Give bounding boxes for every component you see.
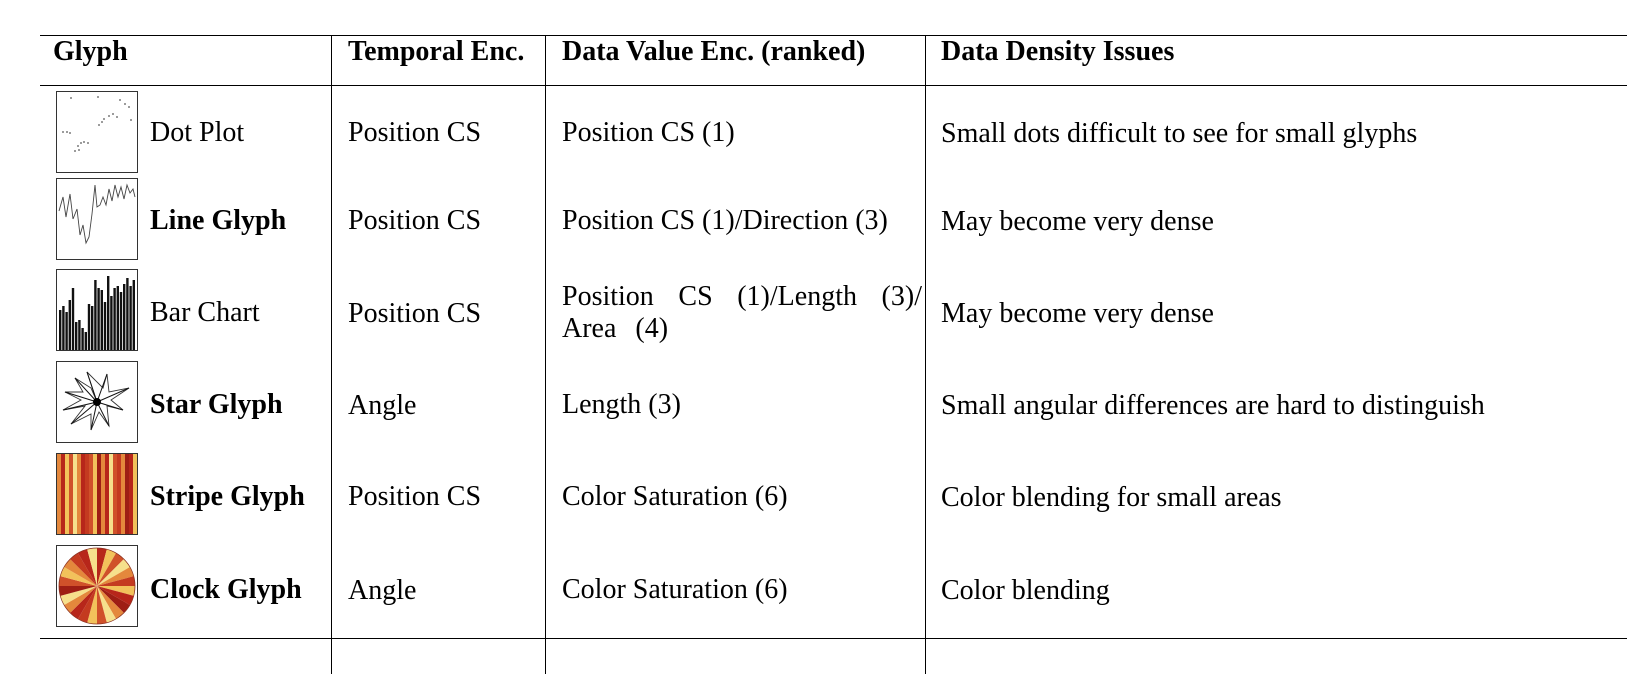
stripe-glyph-icon-stripe — [121, 454, 125, 534]
row-glyph-name: Stripe Glyph — [150, 481, 305, 512]
header-temporal-encoding: Temporal Enc. — [348, 36, 525, 67]
row-glyph-name: Star Glyph — [150, 389, 283, 420]
bar-chart-icon-bar — [129, 286, 131, 350]
stripe-glyph-icon-stripe — [105, 454, 109, 534]
bar-chart-icon-bar — [101, 290, 103, 350]
stripe-glyph-icon-stripe — [65, 454, 69, 534]
row-data-value-encoding: Length (3) — [562, 389, 681, 420]
bar-chart-icon-bar — [81, 328, 83, 350]
bar-chart-icon-bar — [65, 312, 67, 350]
bar-chart-icon-bar — [120, 292, 122, 350]
stripe-glyph-icon-stripe — [113, 454, 117, 534]
stripe-glyph-icon-stripe — [109, 454, 113, 534]
bar-chart-icon-bar — [133, 280, 135, 350]
bar-chart-icon-bar — [107, 276, 109, 350]
stripe-glyph-icon-stripe — [125, 454, 129, 534]
row-data-density-issue: May become very dense — [941, 206, 1214, 237]
stripe-glyph-icon-stripe — [133, 454, 137, 534]
stripe-glyph-icon-stripe — [129, 454, 133, 534]
column-divider — [925, 35, 926, 674]
row-data-value-encoding: Position CS (1)/Length (3)/ Area (4) — [562, 281, 922, 344]
bar-chart-icon-bar — [123, 284, 125, 350]
column-divider — [545, 35, 546, 674]
bar-chart-icon-bar — [97, 288, 99, 350]
bar-chart-icon-bar — [62, 306, 64, 350]
dot-plot-icon — [56, 91, 138, 173]
glyph-comparison-table — [40, 35, 1627, 674]
row-glyph-name: Clock Glyph — [150, 574, 302, 605]
row-data-value-encoding: Position CS (1)/Direction (3) — [562, 205, 888, 236]
row-temporal-encoding: Position CS — [348, 298, 482, 329]
bar-chart-icon-bar — [110, 296, 112, 350]
bar-chart-icon-bar — [78, 320, 80, 350]
stripe-glyph-icon-stripe — [69, 454, 73, 534]
row-data-density-issue: May become very dense — [941, 298, 1214, 329]
stripe-glyph-icon-stripe — [93, 454, 97, 534]
bar-chart-icon-bar — [85, 332, 87, 350]
row-glyph-name: Bar Chart — [150, 297, 260, 328]
row-glyph-name: Dot Plot — [150, 117, 245, 148]
header-bottom-rule — [40, 85, 1627, 86]
row-temporal-encoding: Angle — [348, 390, 417, 421]
bar-chart-icon-bar — [88, 304, 90, 350]
clock-glyph-icon — [56, 545, 138, 627]
header-glyph: Glyph — [53, 36, 128, 67]
bar-chart-icon — [56, 269, 138, 351]
row-data-density-issue: Small angular differences are hard to distinguish — [941, 390, 1485, 421]
bar-chart-icon-bar — [69, 300, 71, 350]
bar-chart-icon-bar — [75, 322, 77, 350]
stripe-glyph-icon-stripe — [57, 454, 61, 534]
row-temporal-encoding: Position CS — [348, 481, 482, 512]
column-divider — [331, 35, 332, 674]
bar-chart-icon-bar — [113, 288, 115, 350]
bar-chart-icon-bar — [117, 286, 119, 350]
row-data-value-encoding: Color Saturation (6) — [562, 481, 788, 512]
star-glyph-icon — [56, 361, 138, 443]
row-data-density-issue: Color blending — [941, 575, 1110, 606]
row-temporal-encoding: Position CS — [348, 117, 482, 148]
stripe-glyph-icon-stripe — [101, 454, 105, 534]
stripe-glyph-icon-stripe — [85, 454, 89, 534]
bar-chart-icon-bar — [72, 288, 74, 350]
header-data-value-encoding: Data Value Enc. (ranked) — [562, 36, 866, 67]
bar-chart-icon-bar — [94, 280, 96, 350]
line-glyph-icon — [56, 178, 138, 260]
stripe-glyph-icon-stripe — [81, 454, 85, 534]
row-temporal-encoding: Angle — [348, 575, 417, 606]
bar-chart-icon-bar — [104, 302, 106, 350]
bar-chart-icon-bar — [59, 310, 61, 350]
table-bottom-rule — [40, 638, 1627, 639]
row-temporal-encoding: Position CS — [348, 205, 482, 236]
stripe-glyph-icon-stripe — [117, 454, 121, 534]
stripe-glyph-icon — [56, 453, 138, 535]
bar-chart-icon-bar — [91, 306, 93, 350]
bar-chart-icon-bar — [126, 278, 128, 350]
header-data-density-issues: Data Density Issues — [941, 36, 1175, 67]
row-data-density-issue: Small dots difficult to see for small glyphs — [941, 118, 1418, 149]
stripe-glyph-icon-stripe — [61, 454, 65, 534]
row-data-value-encoding: Position CS (1) — [562, 117, 735, 148]
row-glyph-name: Line Glyph — [150, 205, 287, 236]
stripe-glyph-icon-stripe — [89, 454, 93, 534]
row-data-value-encoding: Color Saturation (6) — [562, 574, 788, 605]
row-data-density-issue: Color blending for small areas — [941, 482, 1282, 513]
stripe-glyph-icon-stripe — [97, 454, 101, 534]
stripe-glyph-icon-stripe — [77, 454, 81, 534]
stripe-glyph-icon-stripe — [73, 454, 77, 534]
